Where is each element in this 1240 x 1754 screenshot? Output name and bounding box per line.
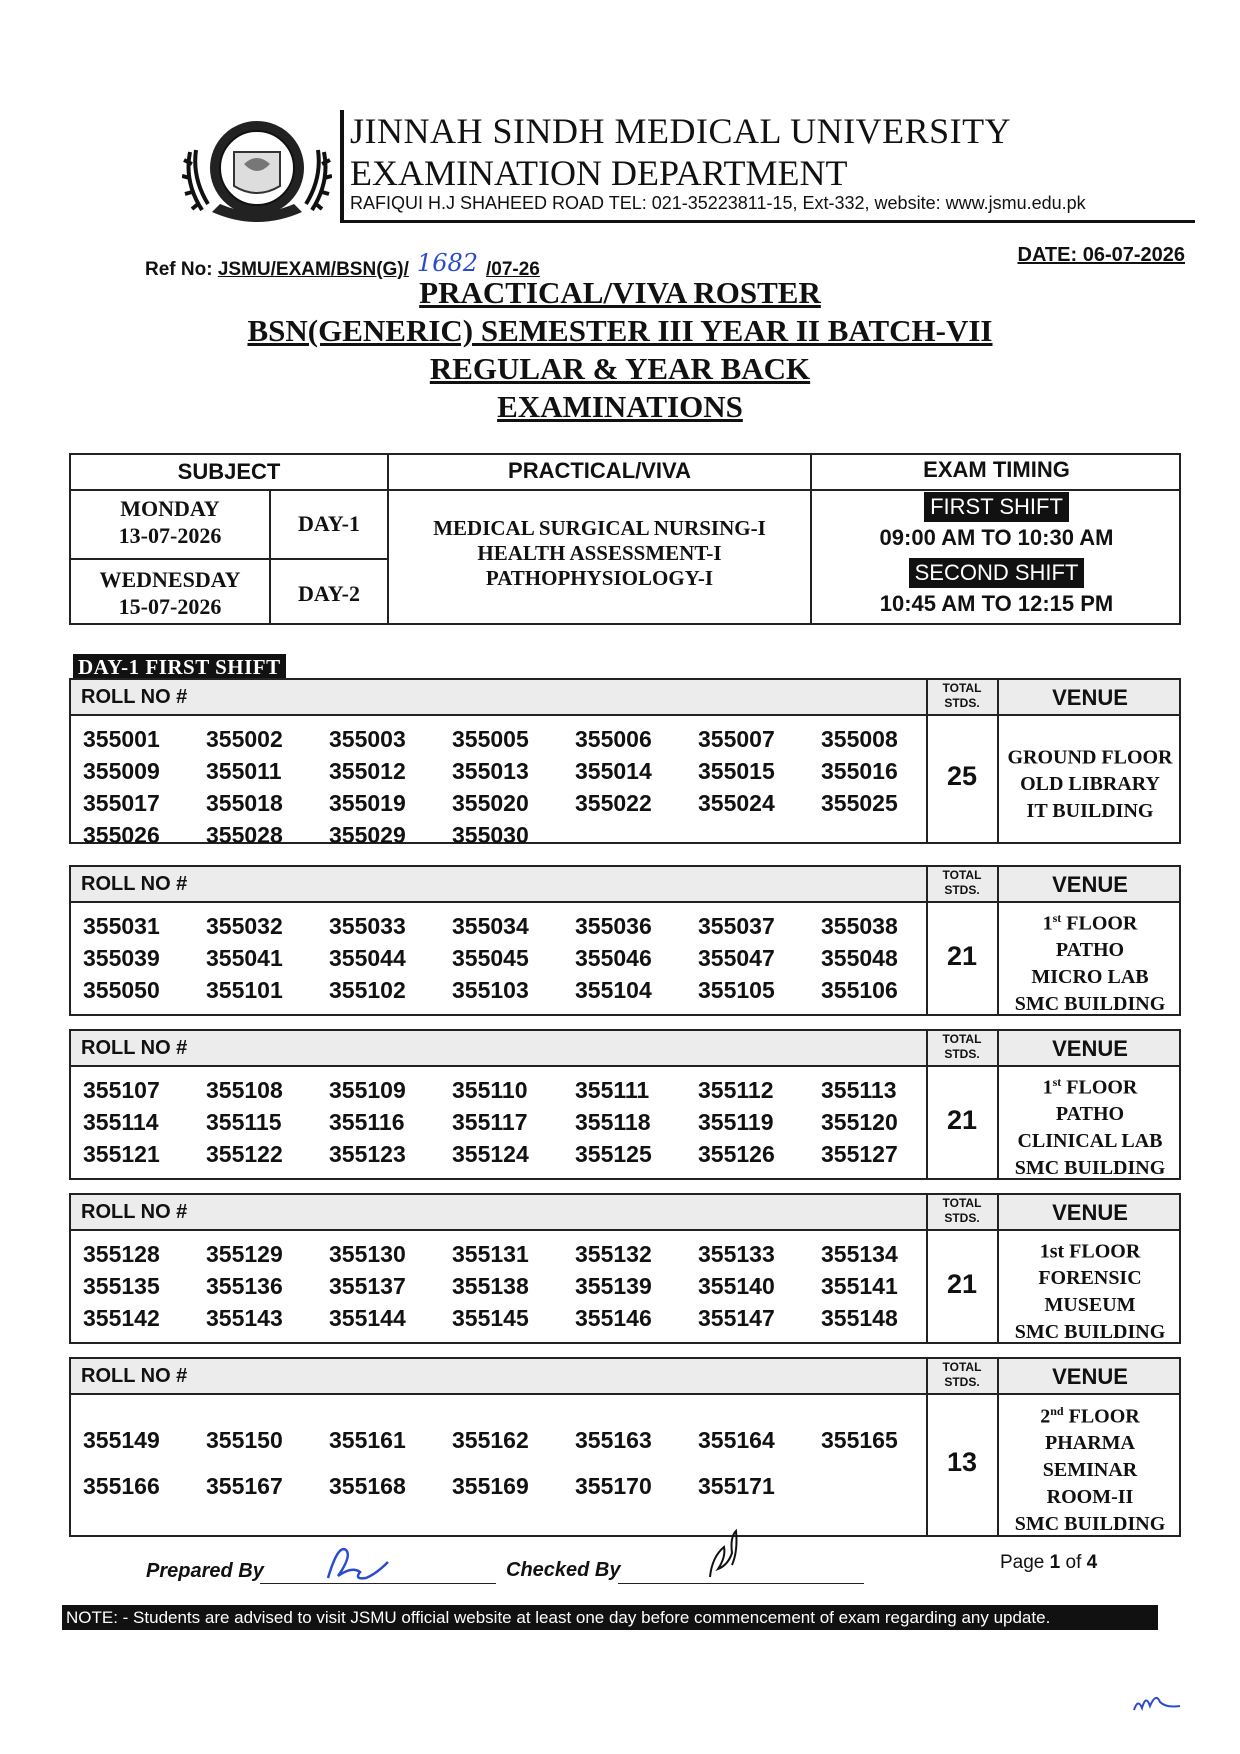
roll-number: 355139 [575,1273,652,1299]
venue-floor [999,1233,1181,1266]
roll-number-empty [821,819,944,851]
roll-number: 355003 [329,726,406,752]
roll-number: 355132 [575,1241,652,1267]
second-shift-cell [812,558,1181,617]
roll-number: 355048 [821,945,898,971]
roll-table-3 [69,1029,1181,1180]
roll-number: 355013 [452,758,529,784]
venue-floor [999,1069,1181,1102]
roll-number-empty [698,819,821,851]
total-students: 21 [946,1104,978,1135]
roll-number: 355125 [575,1141,652,1167]
roll-number: 355148 [821,1305,898,1331]
venue-floor-text: FLOOR [1061,912,1138,935]
footer-note: NOTE: - Students are advised to visit JSMU official website at least one day before commencement of exam regarding any update. [62,1605,1158,1630]
roll-no-header: ROLL NO # [81,686,188,708]
roll-number: 355133 [698,1241,775,1267]
roll-number: 355111 [575,1077,650,1103]
roll-number: 355001 [83,726,160,752]
roll-number: 355161 [329,1427,406,1453]
university-name: JINNAH SINDH MEDICAL UNIVERSITY [350,111,1012,151]
venue-details [999,1069,1181,1183]
roll-number: 355037 [698,913,775,939]
page-of: of [1065,1552,1082,1573]
second-shift-badge: SECOND SHIFT [909,558,1085,588]
total-header-line-2: STDS. [944,696,980,710]
schedule-day-rule [71,558,387,560]
roll-number: 355149 [83,1427,160,1453]
total-header-line-1: TOTAL [942,1196,982,1210]
roll-number: 355136 [206,1273,283,1299]
venue-line: SMC BUILDING [1014,993,1166,1016]
total-header-line-1: TOTAL [942,681,982,695]
page-indicator [1000,1552,1097,1574]
subject-3: PATHOPHYSIOLOGY-I [485,566,714,590]
venue-floor-number: 1 [1042,1076,1053,1099]
venue-header: VENUE [1052,1364,1128,1389]
second-shift-time: 10:45 AM TO 12:15 PM [879,591,1114,616]
roll-number: 355128 [83,1241,160,1267]
roll-number: 355122 [206,1141,283,1167]
venue-floor-text: GROUND FLOOR [1007,746,1173,769]
roll-number: 355033 [329,913,406,939]
roll-number: 355109 [329,1077,406,1103]
checked-by-signature [700,1525,760,1590]
ref-handwritten-number: 1682 [416,249,478,277]
venue-floor [999,1398,1181,1431]
venue-line: OLD LIBRARY [1020,773,1160,796]
venue-header: VENUE [1052,685,1128,710]
roll-number: 355011 [206,758,282,784]
roll-number: 355131 [452,1241,529,1267]
venue-floor-suffix: nd [1050,1403,1064,1418]
roll-number-grid [83,1417,944,1509]
roll-number: 355016 [821,758,898,784]
roll-number: 355135 [83,1273,160,1299]
venue-floor-suffix: st [1052,910,1062,925]
venue-header: VENUE [1052,872,1128,897]
roll-number: 355005 [452,726,529,752]
roll-number: 355171 [698,1473,775,1499]
roll-number: 355029 [329,822,406,848]
roll-table-1 [69,678,1181,848]
roll-number: 355113 [821,1077,897,1103]
roll-number: 355117 [452,1109,528,1135]
roll-number: 355032 [206,913,283,939]
university-seal-logo [182,112,332,228]
page-label: Page [1000,1552,1045,1573]
department-name: EXAMINATION DEPARTMENT [350,153,848,193]
roll-number: 355031 [83,913,160,939]
roll-number: 355014 [575,758,652,784]
initial-mark [1130,1690,1186,1723]
venue-line: CLINICAL LAB [1017,1130,1163,1153]
roll-no-header: ROLL NO # [81,1201,188,1223]
venue-floor-number: 1 [1042,912,1053,935]
section-title: DAY-1 FIRST SHIFT [73,654,286,681]
roll-number: 355108 [206,1077,283,1103]
roll-number: 355150 [206,1427,283,1453]
roll-number: 355025 [821,790,898,816]
day2-date: 15-07-2026 [118,594,222,619]
roll-number: 355138 [452,1273,529,1299]
ref-label: Ref No: [145,259,213,280]
practical-header: PRACTICAL/VIVA [508,458,691,483]
schedule-header-rule [71,489,1179,491]
roll-no-header: ROLL NO # [81,1365,188,1387]
total-header-line-2: STDS. [944,883,980,897]
roll-number: 355106 [821,977,898,1003]
venue-line: SMC BUILDING [1014,1157,1166,1180]
roll-number: 355145 [452,1305,529,1331]
timing-header: EXAM TIMING [923,457,1070,482]
first-shift-time: 09:00 AM TO 10:30 AM [879,525,1114,550]
day1-weekday: MONDAY [120,496,220,521]
venue-floor [999,739,1181,772]
roll-number: 355103 [452,977,529,1003]
venue-details [999,739,1181,826]
total-students: 25 [946,761,978,791]
roll-number: 355110 [452,1077,528,1103]
roll-number: 355019 [329,790,406,816]
roll-number: 355130 [329,1241,406,1267]
roll-number: 355134 [821,1241,898,1267]
total-students-header [929,1360,995,1390]
roll-number-grid [83,910,944,1006]
venue-line: SEMINAR [1042,1459,1138,1482]
roll-number: 355123 [329,1141,406,1167]
address-line: RAFIQUI H.J SHAHEED ROAD TEL: 021-35223811-15, Ext-332, website: www.jsmu.edu.pk [350,193,1086,213]
venue-floor-text: 1st FLOOR [1039,1240,1141,1263]
roll-number: 355050 [83,977,160,1003]
roll-number: 355116 [329,1109,405,1135]
venue-line: PATHO [1055,1103,1125,1126]
address-underline [340,220,1195,223]
roll-number: 355102 [329,977,406,1003]
venue-line: FORENSIC [1038,1267,1142,1290]
roll-number: 355142 [83,1305,160,1331]
day1-date: 13-07-2026 [118,523,222,548]
venue-details [999,1233,1181,1347]
roll-number: 355017 [83,790,160,816]
roll-number: 355114 [83,1109,159,1135]
roll-number: 355039 [83,945,160,971]
roll-number: 355012 [329,758,406,784]
first-shift-badge: FIRST SHIFT [924,492,1069,522]
venue-floor-suffix: st [1052,1074,1062,1089]
total-students: 21 [946,940,978,971]
subject-header: SUBJECT [177,459,281,484]
roll-number: 355141 [821,1273,898,1299]
day2-weekday: WEDNESDAY [99,567,241,592]
total-students-header [929,868,995,898]
roll-number: 355169 [452,1473,529,1499]
roll-number: 355112 [698,1077,774,1103]
roll-number: 355147 [698,1305,775,1331]
roll-number: 355118 [575,1109,651,1135]
roll-number: 355165 [821,1427,898,1453]
roll-number: 355126 [698,1141,775,1167]
venue-line: SMC BUILDING [1014,1321,1166,1344]
roll-number: 355124 [452,1141,529,1167]
roll-no-header: ROLL NO # [81,873,188,895]
venue-line: SMC BUILDING [1014,1513,1166,1536]
venue-floor-text: FLOOR [1063,1405,1140,1428]
roll-number: 355009 [83,758,160,784]
roll-number: 355038 [821,913,898,939]
first-shift-cell [812,492,1181,551]
total-students: 21 [946,1268,978,1299]
roll-number-grid [83,1238,944,1334]
venue-header: VENUE [1052,1200,1128,1225]
venue-floor-text: FLOOR [1061,1076,1138,1099]
roll-number: 355041 [206,945,283,971]
schedule-table [69,453,1181,625]
roll-number: 355120 [821,1109,898,1135]
roll-number: 355167 [206,1473,283,1499]
roll-number: 355026 [83,822,160,848]
total-header-line-2: STDS. [944,1375,980,1389]
roll-number: 355166 [83,1473,160,1499]
roll-table-4 [69,1193,1181,1344]
roll-number: 355008 [821,726,898,752]
roll-number: 355101 [206,977,283,1003]
page-total: 4 [1086,1552,1098,1573]
roll-number: 355047 [698,945,775,971]
day2-label: DAY-2 [298,581,360,606]
roll-number: 355046 [575,945,652,971]
roll-number: 355163 [575,1427,652,1453]
day1-date-cell [71,495,269,549]
total-header-line-2: STDS. [944,1047,980,1061]
total-students-header [929,1032,995,1062]
total-students-header [929,1196,995,1226]
roll-number: 355168 [329,1473,406,1499]
roll-number: 355024 [698,790,775,816]
roll-number: 355144 [329,1305,406,1331]
roll-number: 355045 [452,945,529,971]
roll-no-header: ROLL NO # [81,1037,188,1059]
venue-header: VENUE [1052,1036,1128,1061]
roll-number: 355036 [575,913,652,939]
roll-number: 355121 [83,1141,160,1167]
venue-line: MUSEUM [1044,1294,1136,1317]
roll-table-5 [69,1357,1181,1537]
roll-number-grid [83,723,944,851]
ref-suffix: /07-26 [486,259,540,280]
venue-line: ROOM-II [1046,1486,1134,1509]
venue-floor-number: 2 [1040,1405,1051,1428]
prepared-by-label: Prepared By [146,1560,264,1582]
day2-date-cell [71,566,269,620]
roll-number: 355143 [206,1305,283,1331]
title-line-1: PRACTICAL/VIVA ROSTER [419,275,821,310]
page-current: 1 [1049,1552,1061,1573]
subject-1: MEDICAL SURGICAL NURSING-I [433,516,766,540]
header-divider [340,110,344,222]
roll-number: 355170 [575,1473,652,1499]
venue-details [999,905,1181,1019]
roll-number: 355020 [452,790,529,816]
roll-table-2 [69,865,1181,1016]
title-line-4: EXAMINATIONS [497,389,743,424]
total-header-line-1: TOTAL [942,1032,982,1046]
prepared-by-signature [320,1538,400,1593]
roll-number: 355146 [575,1305,652,1331]
roll-number: 355137 [329,1273,406,1299]
roll-number: 355015 [698,758,775,784]
venue-line: PHARMA [1045,1432,1135,1455]
roll-number: 355002 [206,726,283,752]
roll-number: 355107 [83,1077,160,1103]
venue-line: IT BUILDING [1026,800,1154,823]
roll-number: 355140 [698,1273,775,1299]
subjects-list [389,516,810,591]
roll-number: 355129 [206,1241,283,1267]
total-header-line-1: TOTAL [942,868,982,882]
roll-number: 355007 [698,726,775,752]
roll-number: 355104 [575,977,652,1003]
roll-number: 355018 [206,790,283,816]
roll-number-grid [83,1074,944,1170]
checked-by-label: Checked By [506,1559,621,1581]
title-line-2: BSN(GENERIC) SEMESTER III YEAR II BATCH-VII [247,313,993,348]
total-header-line-2: STDS. [944,1211,980,1225]
total-students: 13 [946,1447,978,1477]
venue-line: PATHO [1055,939,1125,962]
roll-number-empty [575,819,698,851]
roll-number: 355119 [698,1109,774,1135]
venue-floor [999,905,1181,938]
roll-number: 355028 [206,822,283,848]
venue-details [999,1398,1181,1539]
total-header-line-1: TOTAL [942,1360,982,1374]
roll-number: 355034 [452,913,529,939]
roll-number: 355162 [452,1427,529,1453]
issue-date: DATE: 06-07-2026 [1017,244,1185,266]
ref-prefix: JSMU/EXAM/BSN(G)/ [217,259,409,280]
roll-number: 355105 [698,977,775,1003]
title-line-3: REGULAR & YEAR BACK [429,351,811,386]
roll-number: 355044 [329,945,406,971]
venue-line: MICRO LAB [1031,966,1149,989]
roll-number-empty [821,1463,944,1509]
subject-2: HEALTH ASSESSMENT-I [477,541,722,565]
total-students-header [929,681,995,711]
roll-number: 355006 [575,726,652,752]
roll-number: 355127 [821,1141,898,1167]
roll-number: 355115 [206,1109,282,1135]
day1-label: DAY-1 [298,511,360,536]
roll-number: 355022 [575,790,652,816]
roll-number: 355164 [698,1427,775,1453]
roll-number: 355030 [452,822,529,848]
